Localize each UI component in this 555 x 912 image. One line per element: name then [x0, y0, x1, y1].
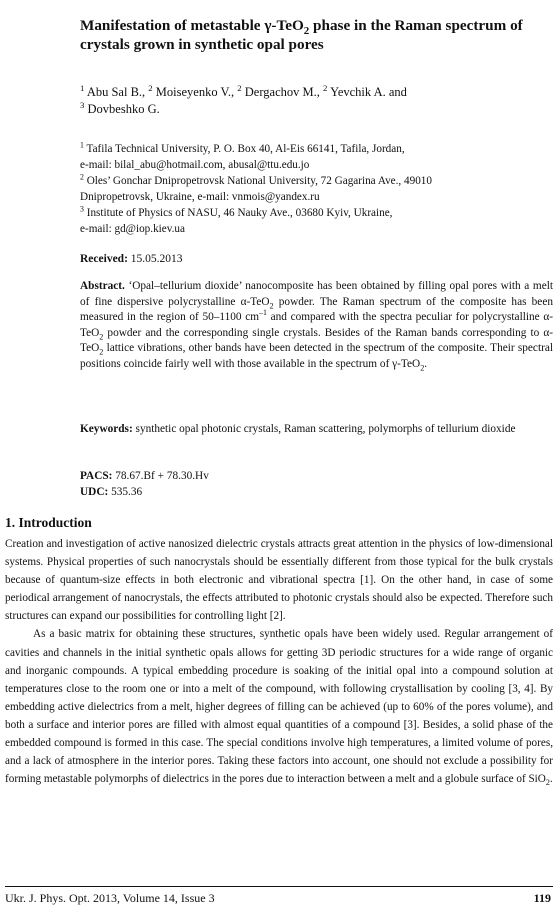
received-date: Received: 15.05.2013 [80, 253, 183, 265]
author-name: Moiseyenko V., [155, 85, 238, 99]
classification-codes [80, 468, 380, 500]
affiliations [80, 141, 540, 237]
journal-citation: Ukr. J. Phys. Opt. 2013, Volume 14, Issue 3 [5, 891, 215, 905]
author-name: Dovbeshko G. [87, 102, 160, 116]
author-list: $^1$ Abu Sal B., $^2$ Moiseyenko V., $^2$ Dergachov M., $^2$ Yevchik A. and $^3$ Dovbeshko G. [80, 82, 407, 116]
author-name: Yevchik A. and [330, 85, 407, 99]
author-name: Abu Sal B., [86, 85, 149, 99]
pacs-code: PACS: 78.67.Bf + 78.30.Hv [80, 470, 209, 482]
section-heading: 1. Introduction [5, 515, 92, 530]
page-number: 119 [533, 891, 551, 905]
paragraph: Creation and investigation of active nanosized dielectric crystals attracts great attention in the physics of low-dimensional systems. Physical properties of such nanocrystals should be essentially different from those typical for the bulk crystals because of quantum-size effects in both electronic and vibrational spectra [1]. On the other hand, in case of some periodical arrangement of nanocrystals, the effects attributed to photonic crystals should also be expected. Therefore such structures can expand our possibilities for controlling light [2]. [5, 538, 553, 623]
affiliation-2: $^2$ Oles’ Gonchar Dnipropetrovsk National University, 72 Gagarina Ave., 49010 Dnipropetrovsk, Ukraine, e-mail: vnmois@yandex.ru [80, 172, 432, 203]
udc-code: UDC: 535.36 [80, 486, 143, 498]
affiliation-1: $^1$ Tafila Technical University, P. O. Box 40, Al-Eis 66141, Tafila, Jordan, e-mail: bilal_abu@hotmail.com, abusal@ttu.edu.jo [80, 140, 405, 171]
abstract: Abstract. ‘Opal–tellurium dioxide’ nanocomposite has been obtained by filling opal pores with a melt of fine dispersive polycrystalline α-TeO$_2$ powder. The Raman spectrum of the composite has been measured in the region of 50–1100 $cm^{-1}$ and compared with the spectra peculiar for polycrystalline α-TeO$_2$ powder and the corresponding single crystals. Besides of the Raman bands corresponding to α-TeO$_2$ lattice vibrations, other bands have been detected in the spectrum of the composite. Their spectral positions coincide fairly well with those available in the spectrum of γ-TeO$_2$. [80, 280, 553, 373]
keywords: Keywords: synthetic opal photonic crystals, Raman scattering, polymorphs of tellurium dioxide [80, 423, 516, 435]
paragraph: As a basic matrix for obtaining these structures, synthetic opals have been widely used. Regular arrangement of cavities and channels in the initial synthetic opals allows for getting 3D periodic structures for a wide range of organic and inorganic compounds. A typical embedding procedure is soaking of the initial opal into a compound solution at temperatures close to the room one or into a melt of the compound, with following crystallisation by cooling [3, 4]. By embedding active dielectrics from a melt, higher degrees of filling can be achieved (up to 60% of the pores volume), and both a surface and interior pores are filled with almost equal quantities of a compound [3]. Besides, a solid phase of the embedded compound is formed in this case. The special conditions involve high temperatures, a limited volume of pores, and a lack of atmosphere in the interior pores. Taking these factors into account, one should not exclude a possibility for forming metastable polymorphs of dielectrics in the pores due to interaction between a melt and a globule surface of SiO$_2$. [5, 628, 553, 788]
section-body [5, 535, 553, 788]
paper-title: Manifestation of metastable γ-TeO$_2$ phase in the Raman spectrum of crystals grown in synthetic opal pores [80, 17, 523, 53]
affiliation-3: $^3$ Institute of Physics of NASU, 46 Nauky Ave., 03680 Kyiv, Ukraine, e-mail: gd@iop.kiev.ua [80, 204, 393, 235]
footer-divider [5, 886, 553, 887]
abstract-label: Abstract. [80, 280, 125, 292]
author-name: Dergachov M., [244, 85, 324, 99]
